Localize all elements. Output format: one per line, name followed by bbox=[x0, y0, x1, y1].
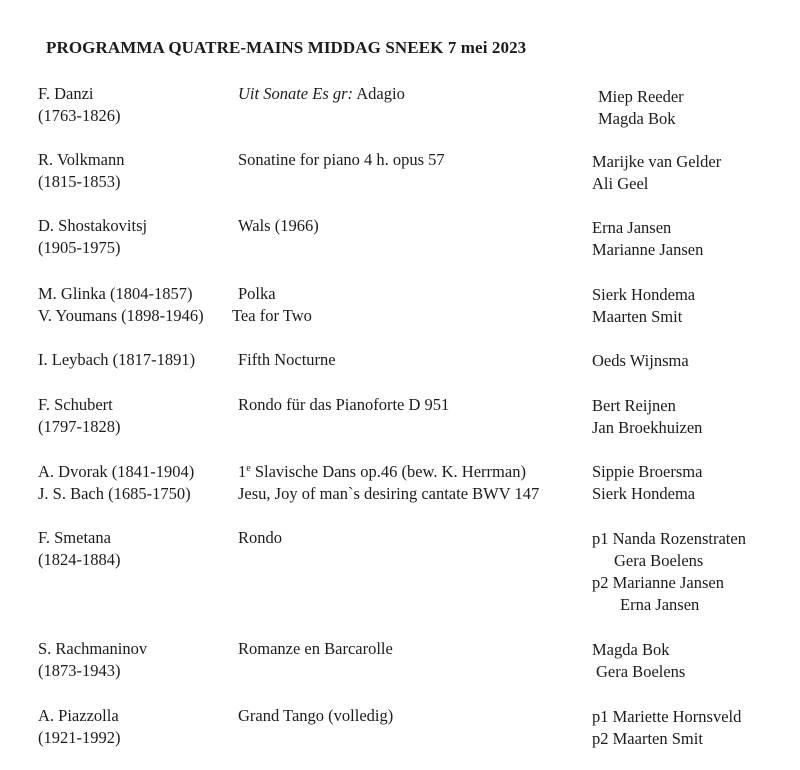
piece-title: Rondo für das Pianoforte D 951 bbox=[238, 395, 450, 414]
performer: Oeds Wijnsma bbox=[592, 351, 689, 370]
piece-title-main: Adagio bbox=[356, 84, 405, 103]
composer-name: A. Dvorak (1841-1904) bbox=[38, 462, 195, 481]
piece-title-italic: Uit Sonate Es gr: bbox=[238, 84, 354, 103]
performer: Gera Boelens bbox=[614, 551, 704, 570]
performer: Sippie Broersma bbox=[592, 462, 703, 481]
composer-name: F. Smetana bbox=[38, 528, 111, 547]
performer: Marianne Jansen bbox=[592, 240, 704, 259]
performer: Magda Bok bbox=[598, 109, 676, 128]
composer-dates: (1905-1975) bbox=[38, 238, 121, 257]
composer-name: V. Youmans (1898-1946) bbox=[38, 306, 204, 325]
composer-dates: (1797-1828) bbox=[38, 417, 121, 436]
performer: Erna Jansen bbox=[620, 595, 700, 614]
composer-name: A. Piazzolla bbox=[38, 706, 119, 725]
page-title: PROGRAMMA QUATRE-MAINS MIDDAG SNEEK 7 mei 2023 bbox=[46, 38, 527, 57]
performer: Maarten Smit bbox=[592, 307, 683, 326]
composer-name: F. Schubert bbox=[38, 395, 113, 414]
performer: p1 Nanda Rozenstraten bbox=[592, 529, 746, 548]
piece-title: Wals (1966) bbox=[238, 216, 319, 235]
performer: p2 Marianne Jansen bbox=[592, 573, 724, 592]
piece-title: Romanze en Barcarolle bbox=[238, 639, 393, 658]
piece-title: Sonatine for piano 4 h. opus 57 bbox=[238, 150, 445, 169]
piece-title bbox=[238, 83, 405, 105]
composer-name: S. Rachmaninov bbox=[38, 639, 148, 658]
performer: Sierk Hondema bbox=[592, 484, 696, 503]
piece-number: 1 bbox=[238, 462, 247, 481]
piece-title: Rondo bbox=[238, 528, 283, 547]
piece-title: Jesu, Joy of man`s desiring cantate BWV 147 bbox=[238, 484, 540, 503]
performer: Gera Boelens bbox=[596, 662, 686, 681]
performer: Jan Broekhuizen bbox=[592, 418, 703, 437]
performer: Magda Bok bbox=[592, 640, 670, 659]
performer: Ali Geel bbox=[592, 174, 649, 193]
piece-title-main: Slavische Dans op.46 (bew. K. Herrman) bbox=[250, 462, 526, 481]
performer: p2 Maarten Smit bbox=[592, 729, 703, 748]
composer-dates: (1763-1826) bbox=[38, 106, 121, 125]
piece-title: Grand Tango (volledig) bbox=[238, 706, 394, 725]
composer-dates: (1873-1943) bbox=[38, 661, 121, 680]
performer: Bert Reijnen bbox=[592, 396, 676, 415]
composer-name: D. Shostakovitsj bbox=[38, 216, 148, 235]
performer: Sierk Hondema bbox=[592, 285, 696, 304]
performer: p1 Mariette Hornsveld bbox=[592, 707, 742, 726]
composer-name: R. Volkmann bbox=[38, 150, 125, 169]
piece-title: Fifth Nocturne bbox=[238, 350, 336, 369]
composer-name: I. Leybach (1817-1891) bbox=[38, 350, 196, 369]
performer: Marijke van Gelder bbox=[592, 152, 722, 171]
piece-title: Polka bbox=[238, 284, 276, 303]
composer-dates: (1921-1992) bbox=[38, 728, 121, 747]
performer: Miep Reeder bbox=[598, 87, 684, 106]
piece-superscript: e bbox=[246, 463, 251, 474]
composer-name: F. Danzi bbox=[38, 84, 94, 103]
composer-name: J. S. Bach (1685-1750) bbox=[38, 484, 191, 503]
piece-title: Tea for Two bbox=[232, 306, 312, 325]
performer: Erna Jansen bbox=[592, 218, 672, 237]
composer-dates: (1824-1884) bbox=[38, 550, 121, 569]
piece-title bbox=[238, 461, 526, 483]
composer-name: M. Glinka (1804-1857) bbox=[38, 284, 193, 303]
composer-dates: (1815-1853) bbox=[38, 172, 121, 191]
